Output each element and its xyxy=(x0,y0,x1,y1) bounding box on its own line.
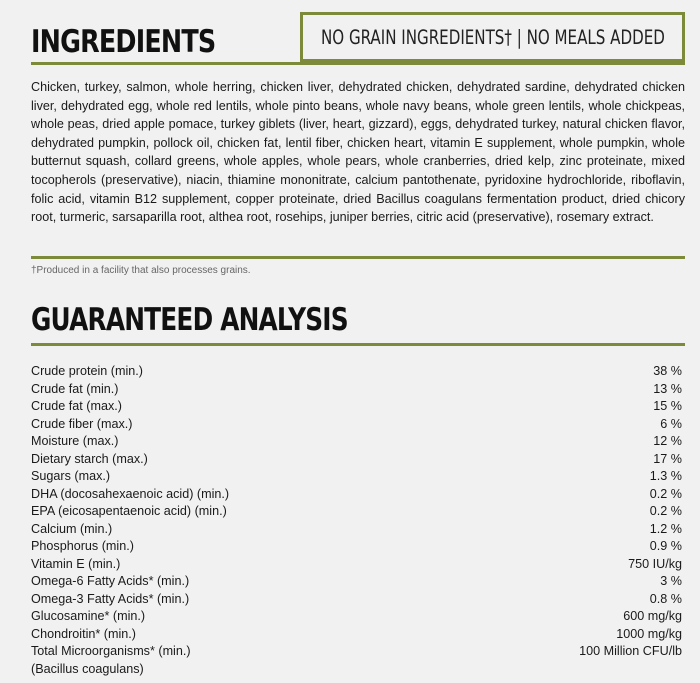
analysis-row xyxy=(31,381,682,399)
analysis-row-value: 1.2 % xyxy=(649,521,682,536)
analysis-row-name: Glucosamine* (min.) xyxy=(31,609,146,623)
analysis-row-value: 17 % xyxy=(653,451,682,466)
analysis-row xyxy=(31,608,682,626)
guaranteed-analysis-heading: GUARANTEED ANALYSIS xyxy=(31,302,348,338)
analysis-row-name: Crude fat (min.) xyxy=(31,381,119,396)
analysis-row-value: 12 % xyxy=(653,434,682,448)
analysis-row-name: EPA (eicosapentaenoic acid) (min.) xyxy=(31,504,227,518)
analysis-row-value: 1000 mg/kg xyxy=(616,626,682,641)
analysis-row-name: Crude fiber (max.) xyxy=(31,416,133,431)
grain-footnote: †Produced in a facility that also processes grains. xyxy=(31,265,251,276)
analysis-row-value: 100 Million CFU/lb xyxy=(579,644,682,658)
analysis-row-value: 0.2 % xyxy=(649,486,682,501)
ingredients-heading: INGREDIENTS xyxy=(31,24,216,60)
no-grain-badge-text: NO GRAIN INGREDIENTS† | NO MEALS ADDED xyxy=(320,25,665,49)
analysis-row xyxy=(31,643,682,661)
analysis-row xyxy=(31,363,682,381)
microorganism-strain-note: (Bacillus coagulans) xyxy=(31,661,144,676)
analysis-row-value: 15 % xyxy=(653,399,682,413)
analysis-row-name: Crude fat (max.) xyxy=(31,399,122,413)
analysis-table xyxy=(31,363,682,678)
analysis-row-name: Dietary starch (max.) xyxy=(31,451,148,466)
analysis-row-value: 0.9 % xyxy=(649,539,682,553)
analysis-row-name: Vitamin E (min.) xyxy=(31,556,121,571)
analysis-row-value: 1.3 % xyxy=(649,469,682,483)
analysis-row-name: Moisture (max.) xyxy=(31,434,119,448)
analysis-row xyxy=(31,591,682,609)
analysis-divider xyxy=(31,343,685,346)
analysis-row-name: Omega-6 Fatty Acids* (min.) xyxy=(31,574,190,588)
analysis-row-name: DHA (docosahexaenoic acid) (min.) xyxy=(31,486,230,501)
analysis-row-name: Crude protein (min.) xyxy=(31,364,143,378)
analysis-row xyxy=(31,416,682,434)
analysis-row-value: 38 % xyxy=(653,364,682,378)
analysis-row-value: 0.2 % xyxy=(649,504,682,518)
analysis-row-name: Calcium (min.) xyxy=(31,521,113,536)
analysis-row-name: Sugars (max.) xyxy=(31,469,111,483)
analysis-row xyxy=(31,486,682,504)
analysis-row-value: 3 % xyxy=(660,574,682,588)
analysis-row-name: Total Microorganisms* (min.) xyxy=(31,644,191,658)
ingredients-divider-top xyxy=(31,62,685,65)
analysis-row xyxy=(31,573,682,591)
analysis-row xyxy=(31,556,682,574)
analysis-row xyxy=(31,468,682,486)
analysis-row xyxy=(31,521,682,539)
analysis-row-value: 600 mg/kg xyxy=(623,609,682,623)
ingredients-list: Chicken, turkey, salmon, whole herring, chicken liver, dehydrated chicken, dehydrated sardine, dehydrated chicken liver, dehydrated egg, whole red lentils, whole pinto beans, whole navy beans, whole green lentils, whole chickpeas, whole peas, dried apple pomace, turkey giblets (liver, heart, gizzard), eggs, dehydrated turkey, natural chicken flavor, dehydrated pumpkin, pollock oil, chicken fat, lentil fiber, chicken heart, vitamin E supplement, whole pumpkin, whole butternut squash, collard greens, whole apples, whole pears, whole cranberries, dried kelp, zinc proteinate, mixed tocopherols (preservative), niacin, thiamine mononitrate, calcium pantothenate, pyridoxine hydrochloride, riboflavin, folic acid, vitamin B12 supplement, copper proteinate, dried Bacillus coagulans fermentation product, dried chicory root, turmeric, sarsaparilla root, althea root, rosehips, juniper berries, citric acid (preservative), rosemary extract. xyxy=(31,80,685,225)
analysis-row-value: 6 % xyxy=(660,416,682,431)
analysis-row xyxy=(31,503,682,521)
analysis-row-name: Omega-3 Fatty Acids* (min.) xyxy=(31,591,190,606)
analysis-row xyxy=(31,433,682,451)
analysis-row-value: 0.8 % xyxy=(649,591,682,606)
analysis-row-value: 750 IU/kg xyxy=(628,556,682,571)
analysis-row-value: 13 % xyxy=(653,381,682,396)
analysis-row-name: Chondroitin* (min.) xyxy=(31,626,136,641)
analysis-row xyxy=(31,626,682,644)
analysis-row xyxy=(31,538,682,556)
analysis-row xyxy=(31,398,682,416)
no-grain-badge xyxy=(300,12,685,62)
ingredients-divider-bottom xyxy=(31,256,685,259)
analysis-row-name: Phosphorus (min.) xyxy=(31,539,134,553)
analysis-row xyxy=(31,451,682,469)
